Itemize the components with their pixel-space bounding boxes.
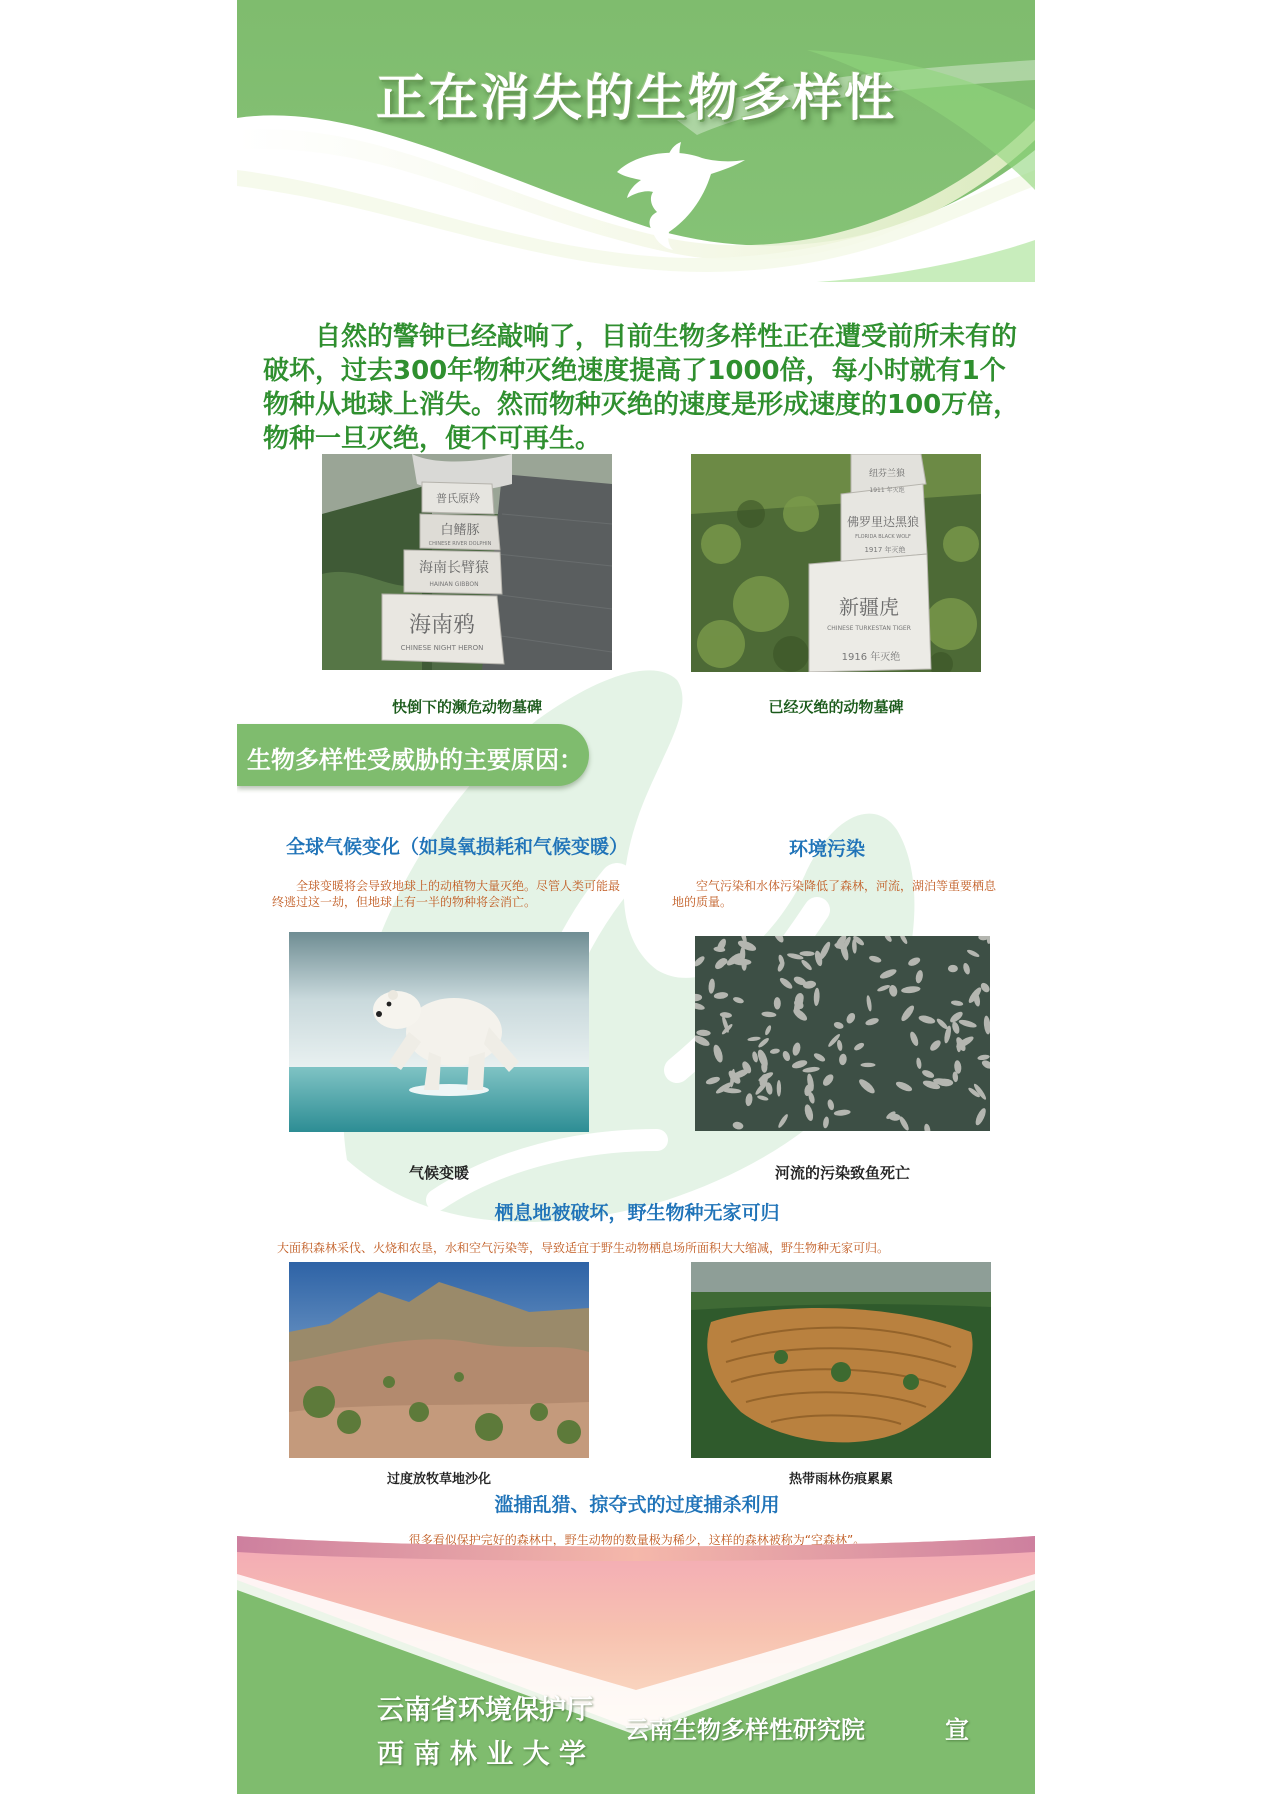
footer-org-biodiversity-inst: 云南生物多样性研究院 xyxy=(625,1716,865,1744)
photo-dead-fish xyxy=(695,936,990,1131)
poster xyxy=(237,0,1035,1794)
photo-grassland-desertification xyxy=(289,1262,589,1458)
threats-banner-label: 生物多样性受威胁的主要原因： xyxy=(247,746,583,774)
tombstone-r2-year: 1917 年灭绝 xyxy=(864,546,906,554)
tombstone-r2-en: FLORIDA BLACK WOLF xyxy=(855,534,911,540)
habitat-description: 大面积森林采伐、火烧和农垦，水和空气污染等，导致适宜于野生动物栖息场所面积大大缩减，野生物种无家可归。 xyxy=(277,1241,890,1255)
tombstone-4-label: 普氏原羚 xyxy=(436,492,480,505)
footer-org-env-dept: 云南省环境保护厅 xyxy=(377,1695,593,1726)
tombstone-3-label: 白鳍豚 xyxy=(440,523,480,538)
tombstone-3-en: CHINESE RIVER DOLPHIN xyxy=(428,541,492,547)
photo-rainforest-damage xyxy=(691,1262,991,1458)
caption-climate: 气候变暖 xyxy=(408,1164,469,1182)
climate-description: 全球变暖将会导致地球上的动植物大量灭绝。尽管人类可能最终逃过这一劫，但地球上有一半的物种将会消亡。 xyxy=(272,879,621,909)
dead-fish xyxy=(861,1063,876,1067)
pollution-description: 空气污染和水体污染降低了森林，河流，湖泊等重要栖息地的质量。 xyxy=(672,879,997,909)
threats-banner xyxy=(237,724,589,786)
photo-polar-bear xyxy=(289,932,589,1132)
photo-extinct-tombstones xyxy=(691,454,981,672)
pollution-title: 环境污染 xyxy=(788,838,865,860)
dead-fish xyxy=(777,1080,781,1097)
tombstone-r2-label: 佛罗里达黑狼 xyxy=(846,515,920,529)
caption-grassland: 过度放牧草地沙化 xyxy=(386,1472,491,1487)
caption-rainforest: 热带雨林伤痕累累 xyxy=(788,1472,893,1487)
intro-paragraph: 自然的警钟已经敲响了，目前生物多样性正在遭受前所未有的破坏，过去300年物种灭绝速度提高了1000倍，每小时就有1个物种从地球上消失。然而物种灭绝的速度是形成速度的100万倍，物种一旦灭绝，便不可再生。 xyxy=(263,322,1020,454)
footer-org-forestry-univ: 西 南 林 业 大 学 xyxy=(377,1739,586,1770)
caption-extinct-tombstones: 已经灭绝的动物墓碑 xyxy=(768,698,904,716)
tombstone-1-en: CHINESE NIGHT HERON xyxy=(400,644,484,652)
dolphin-icon xyxy=(607,140,747,250)
tombstone-2-en: HAINAN GIBBON xyxy=(429,581,479,588)
caption-pollution: 河流的污染致鱼死亡 xyxy=(774,1164,910,1182)
footer-suffix: 宣 xyxy=(945,1716,969,1744)
footer-background xyxy=(237,1530,1035,1794)
hunting-description: 很多看似保护完好的森林中，野生动物的数量极为稀少，这样的森林被称为“空森林”。 xyxy=(408,1533,866,1547)
tombstone-1-label: 海南鸦 xyxy=(408,613,476,638)
habitat-title: 栖息地被破坏，野生物种无家可归 xyxy=(494,1202,780,1224)
climate-title: 全球气候变化（如臭氧损耗和气候变暖） xyxy=(285,836,628,858)
tombstone-r3-label: 纽芬兰狼 xyxy=(868,469,906,479)
tombstone-r1-en: CHINESE TURKESTAN TIGER xyxy=(827,625,911,632)
page-title: 正在消失的生物多样性 xyxy=(376,69,896,127)
tombstone-r3-year: 1911 年灭绝 xyxy=(869,487,905,494)
photo-endangered-tombstones xyxy=(322,454,612,670)
caption-endangered-tombstones: 快倒下的濒危动物墓碑 xyxy=(391,698,542,716)
tombstone-r1-year: 1916 年灭绝 xyxy=(841,652,901,663)
hunting-title: 滥捕乱猎、掠夺式的过度捕杀利用 xyxy=(494,1494,780,1516)
tombstone-r1-label: 新疆虎 xyxy=(839,595,899,619)
tombstone-2-label: 海南长臂猿 xyxy=(419,560,489,576)
